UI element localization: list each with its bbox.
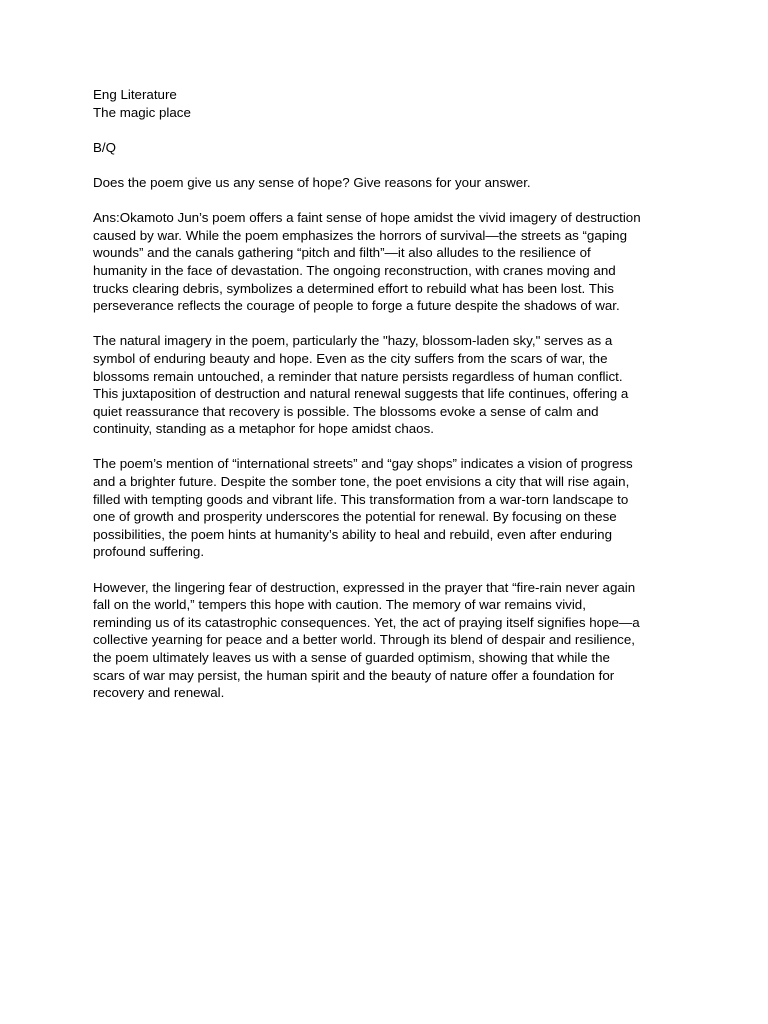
paragraph-line: The natural imagery in the poem, particularly the "hazy, blossom-laden sky," serves as a — [93, 333, 613, 349]
paragraph-line: caused by war. While the poem emphasizes the horrors of survival—the streets as “gaping — [93, 227, 628, 243]
answer-paragraph-3 — [93, 455, 683, 561]
answer-paragraph-1 — [93, 209, 683, 315]
paragraph-line: However, the lingering fear of destruction, expressed in the prayer that “fire-rain never again — [93, 579, 636, 595]
paragraph-line: and a brighter future. Despite the somber tone, the poet envisions a city that will rise again, — [93, 474, 630, 490]
paragraph-line: Ans:Okamoto Jun’s poem offers a faint sense of hope amidst the vivid imagery of destruction — [93, 210, 641, 226]
paragraph-line: humanity in the face of devastation. The ongoing reconstruction, with cranes moving and — [93, 262, 616, 278]
paragraph-line: one of growth and prosperity underscores the potential for renewal. By focusing on these — [93, 509, 617, 525]
section-label: B/Q — [93, 139, 116, 155]
paragraph-line: This juxtaposition of destruction and natural renewal suggests that life continues, offering a — [93, 386, 629, 402]
paragraph-line: fall on the world,” tempers this hope with caution. The memory of war remains vivid, — [93, 597, 586, 613]
paragraph-line: collective yearning for peace and a better world. Through its blend of despair and resilience, — [93, 632, 635, 648]
document-page — [93, 86, 683, 702]
paragraph-line: possibilities, the poem hints at humanity’s ability to heal and rebuild, even after enduring — [93, 526, 612, 542]
paragraph-line: continuity, standing as a metaphor for hope amidst chaos. — [93, 421, 434, 437]
paragraph-line: the poem ultimately leaves us with a sense of guarded optimism, showing that while the — [93, 650, 610, 665]
paragraph-line: profound suffering. — [93, 544, 205, 560]
subject-line: Eng Literature — [93, 87, 177, 102]
paragraph-line: wounds” and the canals gathering “pitch and filth”—it also alludes to the resilience of — [93, 245, 591, 261]
answer-paragraph-4 — [93, 579, 683, 702]
paragraph-line: trucks clearing debris, symbolizes a determined effort to rebuild what has been lost. This — [93, 280, 614, 296]
paragraph-line: scars of war may persist, the human spirit and the beauty of nature offer a foundation for — [93, 667, 615, 683]
paragraph-line: quiet reassurance that recovery is possible. The blossoms evoke a sense of calm and — [93, 403, 599, 419]
spacer — [93, 192, 683, 210]
document-title: The magic place — [93, 104, 191, 120]
answer-paragraph-2 — [93, 332, 683, 438]
paragraph-line: The poem’s mention of “international streets” and “gay shops” indicates a vision of progress — [93, 456, 633, 472]
paragraph-line: recovery and renewal. — [93, 685, 225, 701]
paragraph-line: symbol of enduring beauty and hope. Even as the city suffers from the scars of war, the — [93, 350, 608, 366]
paragraph-line: reminding us of its catastrophic consequences. Yet, the act of praying itself signifies hope—a — [93, 614, 640, 630]
spacer — [93, 121, 683, 139]
spacer — [93, 156, 683, 174]
paragraph-line: perseverance reflects the courage of people to forge a future despite the shadows of war. — [93, 298, 620, 314]
question-text: Does the poem give us any sense of hope? Give reasons for your answer. — [93, 174, 531, 190]
paragraph-line: filled with tempting goods and vibrant life. This transformation from a war-torn landscape to — [93, 491, 629, 507]
paragraph-line: blossoms remain untouched, a reminder that nature persists regardless of human conflict. — [93, 368, 623, 384]
